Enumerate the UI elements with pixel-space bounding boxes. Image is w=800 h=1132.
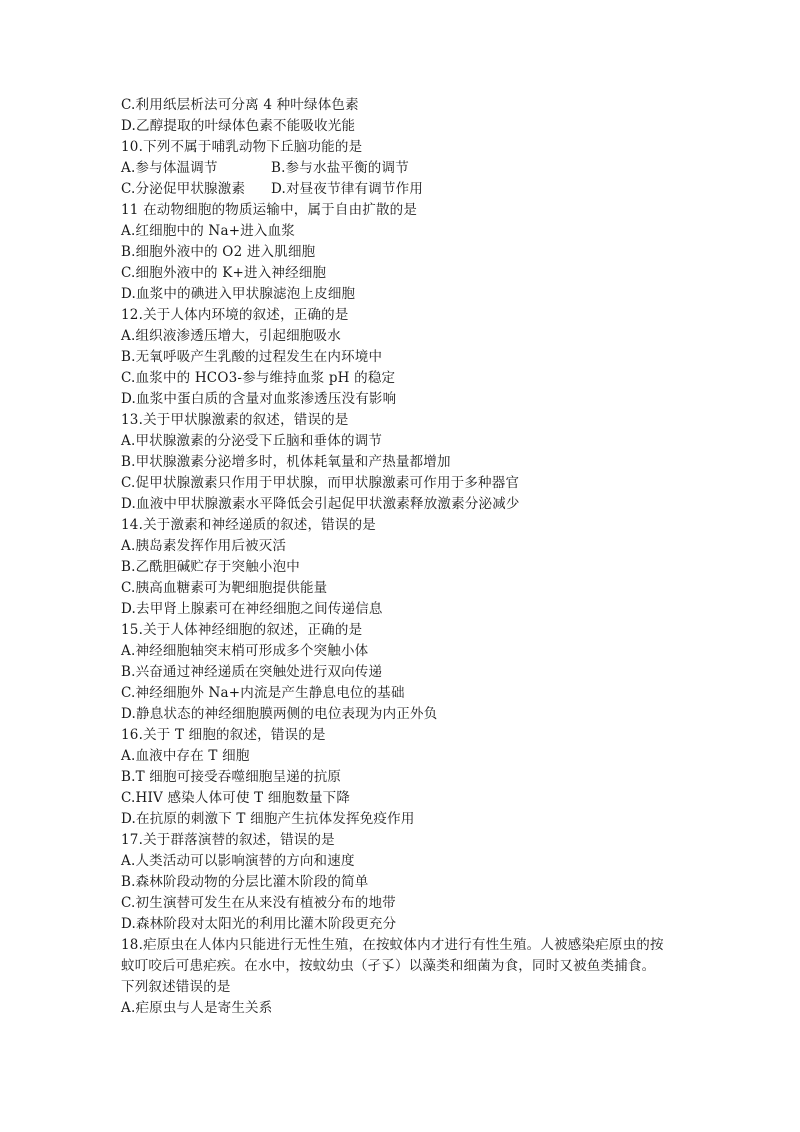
q17-option-a: A.人类活动可以影响演替的方向和速度 — [121, 853, 355, 869]
q15-option-d: D.静息状态的神经细胞膜两侧的电位表现为内正外负 — [121, 706, 438, 722]
q14-option-d: D.去甲肾上腺素可在神经细胞之间传递信息 — [121, 601, 383, 617]
q13-option-b: B.甲状腺激素分泌增多时，机体耗氧量和产热量都增加 — [121, 454, 451, 470]
q14-stem: 14.关于激素和神经递质的叙述，错误的是 — [121, 517, 376, 533]
q10-option-d: D.对昼夜节律有调节作用 — [271, 181, 424, 197]
q13-stem: 13.关于甲状腺激素的叙述，错误的是 — [121, 412, 349, 428]
q16-option-b: B.T 细胞可接受吞噬细胞呈递的抗原 — [121, 769, 342, 785]
q18-stem-line-3: 下列叙述错误的是 — [121, 979, 231, 995]
exam-page — [121, 95, 691, 1019]
q17-stem: 17.关于群落演替的叙述，错误的是 — [121, 832, 335, 848]
q18-stem-line-2: 蚊叮咬后可患疟疾。在水中，按蚊幼虫（孑孓）以藻类和细菌为食，同时又被鱼类捕食。 — [121, 958, 656, 974]
q16-option-c: C.HIV 感染人体可使 T 细胞数量下降 — [121, 790, 351, 806]
q15-option-a: A.神经细胞轴突末梢可形成多个突触小体 — [121, 643, 369, 659]
q11-option-d: D.血浆中的碘进入甲状腺滤泡上皮细胞 — [121, 286, 356, 302]
q9-option-d: D.乙醇提取的叶绿体色素不能吸收光能 — [121, 118, 356, 134]
q12-option-c: C.血浆中的 HCO3-参与维持血浆 pH 的稳定 — [121, 370, 396, 386]
q10-stem: 10.下列不属于哺乳动物下丘脑功能的是 — [121, 139, 363, 155]
q14-option-a: A.胰岛素发挥作用后被灭活 — [121, 538, 287, 554]
q15-option-c: C.神经细胞外 Na+内流是产生静息电位的基础 — [121, 685, 405, 701]
q11-option-b: B.细胞外液中的 O2 进入肌细胞 — [121, 244, 316, 260]
q18-stem-line-1: 18.疟原虫在人体内只能进行无性生殖，在按蚊体内才进行有性生殖。人被感染疟原虫的按 — [121, 937, 664, 953]
q12-option-d: D.血浆中蛋白质的含量对血浆渗透压没有影响 — [121, 391, 397, 407]
q15-option-b: B.兴奋通过神经递质在突触处进行双向传递 — [121, 664, 383, 680]
q18-stem — [121, 935, 681, 998]
q15-stem: 15.关于人体神经细胞的叙述，正确的是 — [121, 622, 363, 638]
q9-option-c: C.利用纸层析法可分离 4 种叶绿体色素 — [121, 97, 359, 113]
q12-stem: 12.关于人体内环境的叙述，正确的是 — [121, 307, 349, 323]
q11-option-c: C.细胞外液中的 K+进入神经细胞 — [121, 265, 327, 281]
q12-option-b: B.无氧呼吸产生乳酸的过程发生在内环境中 — [121, 349, 383, 365]
q13-option-a: A.甲状腺激素的分泌受下丘脑和垂体的调节 — [121, 433, 383, 449]
q10-option-c: C.分泌促甲状腺激素 — [121, 181, 246, 197]
q17-option-b: B.森林阶段动物的分层比灌木阶段的简单 — [121, 874, 369, 890]
q13-option-d: D.血液中甲状腺激素水平降低会引起促甲状激素释放激素分泌减少 — [121, 496, 520, 512]
q13-option-c: C.促甲状腺激素只作用于甲状腺，而甲状腺激素可作用于多种器官 — [121, 475, 520, 491]
q17-option-c: C.初生演替可发生在从来没有植被分布的地带 — [121, 895, 396, 911]
q14-option-b: B.乙酰胆碱贮存于突触小泡中 — [121, 559, 301, 575]
q10-options-row2 — [121, 179, 691, 200]
q18-option-a: A.疟原虫与人是寄生关系 — [121, 1000, 273, 1016]
q12-option-a: A.组织液渗透压增大，引起细胞吸水 — [121, 328, 341, 344]
q11-option-a: A.红细胞中的 Na+进入血浆 — [121, 223, 296, 239]
q16-option-d: D.在抗原的刺激下 T 细胞产生抗体发挥免疫作用 — [121, 811, 415, 827]
q17-option-d: D.森林阶段对太阳光的利用比灌木阶段更充分 — [121, 916, 397, 932]
q10-option-a: A.参与体温调节 — [121, 160, 218, 176]
q11-stem: 11 在动物细胞的物质运输中，属于自由扩散的是 — [121, 202, 418, 218]
q10-options-row1 — [121, 158, 691, 179]
q16-stem: 16.关于 T 细胞的叙述，错误的是 — [121, 727, 326, 743]
q10-option-b: B.参与水盐平衡的调节 — [271, 160, 409, 176]
q14-option-c: C.胰高血糖素可为靶细胞提供能量 — [121, 580, 328, 596]
q16-option-a: A.血液中存在 T 细胞 — [121, 748, 250, 764]
